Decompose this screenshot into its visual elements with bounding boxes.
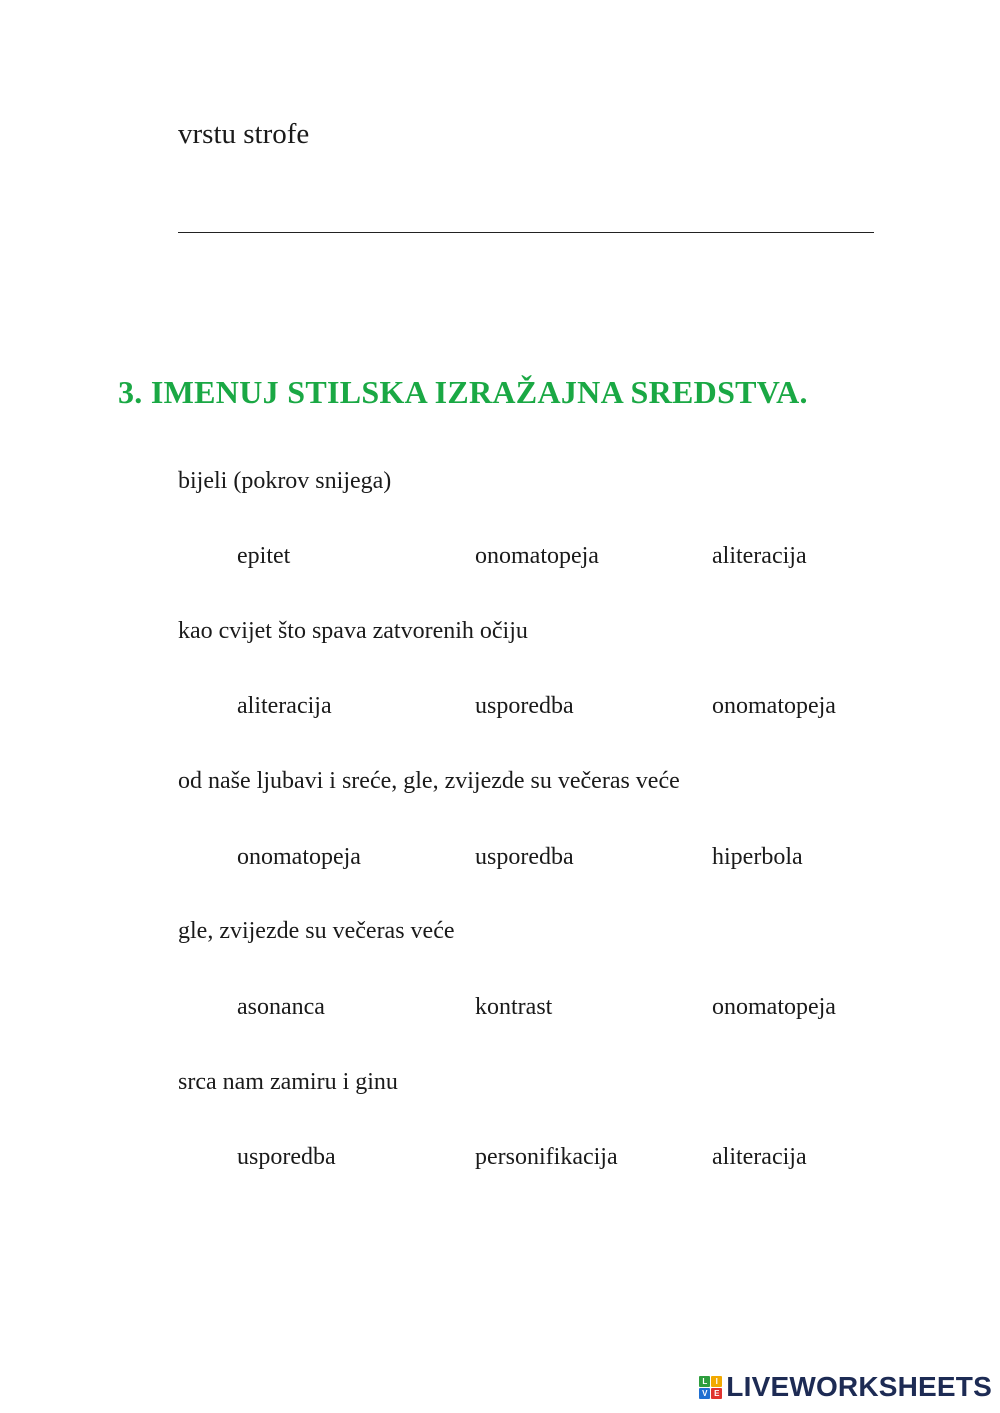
question-phrase-3: od naše ljubavi i sreće, gle, zvijezde su večeras veće: [178, 768, 680, 794]
option-2-1[interactable]: aliteracija: [237, 693, 332, 719]
option-4-3[interactable]: onomatopeja: [712, 994, 836, 1020]
logo-mark-letter: L: [699, 1376, 710, 1387]
liveworksheets-logo: [699, 1371, 992, 1403]
option-3-3[interactable]: hiperbola: [712, 844, 803, 870]
logo-mark-icon: [699, 1376, 722, 1399]
option-2-3[interactable]: onomatopeja: [712, 693, 836, 719]
option-4-2[interactable]: kontrast: [475, 994, 553, 1020]
option-1-2[interactable]: onomatopeja: [475, 543, 599, 569]
question-phrase-4: gle, zvijezde su večeras veće: [178, 918, 455, 944]
logo-mark-letter: I: [711, 1376, 722, 1387]
option-5-1[interactable]: usporedba: [237, 1144, 336, 1170]
logo-mark-letter: V: [699, 1388, 710, 1399]
option-1-3[interactable]: aliteracija: [712, 543, 807, 569]
answer-line[interactable]: [178, 218, 878, 233]
option-5-3[interactable]: aliteracija: [712, 1144, 807, 1170]
option-5-2[interactable]: personifikacija: [475, 1144, 618, 1170]
logo-text: LIVEWORKSHEETS: [726, 1371, 992, 1402]
question-phrase-1: bijeli (pokrov snijega): [178, 468, 392, 494]
option-3-1[interactable]: onomatopeja: [237, 844, 361, 870]
section-heading: 3. IMENUJ STILSKA IZRAŽAJNA SREDSTVA.: [118, 374, 808, 410]
question-phrase-2: kao cvijet što spava zatvorenih očiju: [178, 618, 528, 644]
option-3-2[interactable]: usporedba: [475, 844, 574, 870]
prompt-label: vrstu strofe: [178, 118, 310, 150]
logo-mark-letter: E: [711, 1388, 722, 1399]
option-1-1[interactable]: epitet: [237, 543, 291, 569]
option-2-2[interactable]: usporedba: [475, 693, 574, 719]
option-4-1[interactable]: asonanca: [237, 994, 325, 1020]
question-phrase-5: srca nam zamiru i ginu: [178, 1069, 398, 1095]
